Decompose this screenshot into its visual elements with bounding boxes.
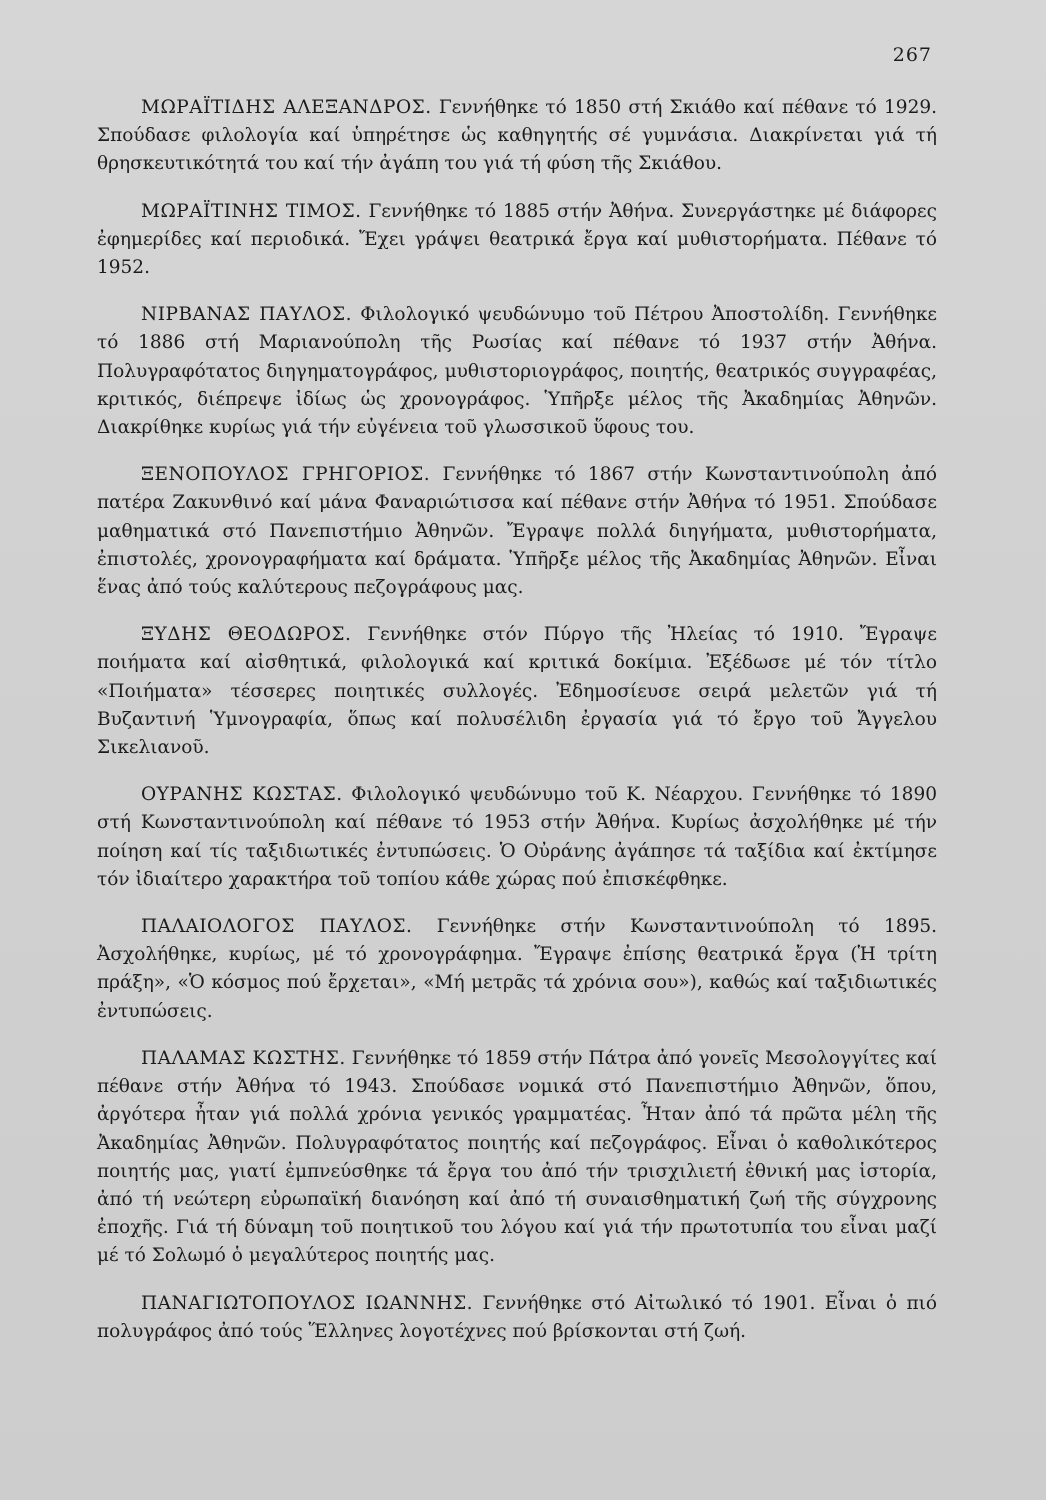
entry-text: Γεννήθηκε τό 1867 στήν Κωνσταντινούπολη ἀπό πατέρα Ζακυνθινό καί μάνα Φαναριώτισσα καί πέθανε στήν Ἀθήνα τό 1951. Σπούδασε μαθηματικά στό Πανεπιστήμιο Ἀθηνῶν. Ἔγραψε πολλά διηγήματα, μυθιστορήματα, ἐπιστολές, χρονογραφήματα καί δράματα. Ὑπῆρξε μέλος τῆς Ἀκαδημίας Ἀθηνῶν. Εἶναι ἕνας ἀπό τούς καλύτερους πεζογράφους μας. — [97, 464, 937, 599]
entry-name: ΜΩΡΑΪΤΙΝΗΣ ΤΙΜΟΣ. — [141, 200, 362, 222]
entry-name: ΠΑΛΑΙΟΛΟΓΟΣ ΠΑΥΛΟΣ. — [141, 916, 413, 938]
entry-text: Γεννήθηκε στό Αἰτωλικό τό 1901. Εἶναι ὁ πιό πολυγράφος ἀπό τούς Ἕλληνες λογοτέχνες πού βρίσκονται στή ζωή. — [97, 1292, 937, 1342]
entry-name: ΞΕΝΟΠΟΥΛΟΣ ΓΡΗΓΟΡΙΟΣ. — [141, 464, 431, 486]
biography-list — [97, 94, 937, 1365]
biography-entry — [97, 1045, 937, 1271]
entry-text: Γεννήθηκε τό 1859 στήν Πάτρα ἀπό γονεῖς Μεσολογγίτες καί πέθανε στήν Ἀθήνα τό 1943. Σπούδασε νομικά στό Πανεπιστήμιο Ἀθηνῶν, ὅπου, ἀργότερα ἦταν γιά πολλά χρόνια γενικός γραμματέας. Ἦταν ἀπό τά πρῶτα μέλη τῆς Ἀκαδημίας Ἀθηνῶν. Πολυγραφότατος ποιητής καί πεζογράφος. Εἶναι ὁ καθολικότερος ποιητής μας, γιατί ἐμπνεύσθηκε τά ἔργα του ἀπό τήν τρισχιλιετή ἐθνική μας ἱστορία, ἀπό τή νεώτερη εὐρωπαϊκή διανόηση καί ἀπό τή συναισθηματική ζωή τῆς σύγχρονης ἐποχῆς. Γιά τή δύναμη τοῦ ποιητικοῦ του λόγου καί γιά τήν πρωτοτυπία του εἶναι μαζί μέ τό Σολωμό ὁ μεγαλύτερος ποιητής μας. — [97, 1047, 937, 1267]
page-number: 267 — [892, 44, 932, 66]
entry-text: Φιλολογικό ψευδώνυμο τοῦ Πέτρου Ἀποστολίδη. Γεννήθηκε τό 1886 στή Μαριανούπολη τῆς Ρωσίας καί πέθανε τό 1937 στήν Ἀθήνα. Πολυγραφότατος διηγηματογράφος, μυθιστοριογράφος, ποιητής, θεατρικός συγγραφέας, κριτικός, διέπρεψε ἰδίως ὡς χρονογράφος. Ὑπῆρξε μέλος τῆς Ἀκαδημίας Ἀθηνῶν. Διακρίθηκε κυρίως γιά τήν εὐγένεια τοῦ γλωσσικοῦ ὕφους του. — [97, 304, 937, 439]
biography-entry — [97, 621, 937, 762]
entry-name: ΞΥΔΗΣ ΘΕΟΔΩΡΟΣ. — [141, 624, 352, 646]
entry-name: ΝΙΡΒΑΝΑΣ ΠΑΥΛΟΣ. — [141, 304, 352, 326]
biography-entry — [97, 301, 937, 442]
biography-entry — [97, 94, 937, 179]
biography-entry — [97, 913, 937, 1026]
entry-text: Γεννήθηκε τό 1885 στήν Ἀθήνα. Συνεργάστηκε μέ διάφορες ἐφημερίδες καί περιοδικά. Ἔχει γράψει θεατρικά ἔργα καί μυθιστορήματα. Πέθανε τό 1952. — [97, 200, 938, 279]
biography-entry — [97, 1290, 937, 1346]
entry-text: Γεννήθηκε στόν Πύργο τῆς Ἠλείας τό 1910. Ἔγραψε ποιήματα καί αἰσθητικά, φιλολογικά καί κριτικά δοκίμια. Ἐξέδωσε μέ τόν τίτλο «Ποιήματα» τέσσερες ποιητικές συλλογές. Ἐδημοσίευσε σειρά μελετῶν γιά τή Βυζαντινή Ὑμνογραφία, ὅπως καί πολυσέλιδη ἐργασία γιά τό ἔργο τοῦ Ἄγγελου Σικελιανοῦ. — [97, 624, 938, 759]
entry-name: ΠΑΝΑΓΙΩΤΟΠΟΥΛΟΣ ΙΩΑΝΝΗΣ. — [141, 1292, 474, 1314]
entry-text: Φιλολογικό ψευδώνυμο τοῦ Κ. Νέαρχου. Γεννήθηκε τό 1890 στή Κωνσταντινούπολη καί πέθανε τό 1953 στήν Ἀθήνα. Κυρίως ἀσχολήθηκε μέ τήν ποίηση καί τίς ταξιδιωτικές ἐντυπώσεις. Ὁ Οὐράνης ἀγάπησε τά ταξίδια καί ἐκτίμησε τόν ἰδιαίτερο χαρακτήρα τοῦ τοπίου κάθε χώρας πού ἐπισκέφθηκε. — [97, 784, 937, 890]
entry-text: Γεννήθηκε τό 1850 στή Σκιάθο καί πέθανε τό 1929. Σπούδασε φιλολογία καί ὑπηρέτησε ὡς καθηγητής σέ γυμνάσια. Διακρίνεται γιά τή θρησκευτικότητά του καί τήν ἀγάπη του γιά τή φύση τῆς Σκιάθου. — [97, 97, 937, 175]
entry-name: ΠΑΛΑΜΑΣ ΚΩΣΤΗΣ. — [141, 1047, 346, 1069]
biography-entry — [97, 198, 937, 283]
biography-entry — [97, 781, 937, 894]
entry-name: ΟΥΡΑΝΗΣ ΚΩΣΤΑΣ. — [141, 784, 343, 806]
entry-text: Γεννήθηκε στήν Κωνσταντινούπολη τό 1895. Ἀσχολήθηκε, κυρίως, μέ τό χρονογράφημα. Ἔγραψε ἐπίσης θεατρικά ἔργα (Ἡ τρίτη πράξη», «Ὁ κόσμος πού ἔρχεται», «Μή μετρᾶς τά χρόνια σου»), καθώς καί ταξιδιωτικές ἐντυπώσεις. — [97, 916, 937, 1022]
entry-name: ΜΩΡΑΪΤΙΔΗΣ ΑΛΕΞΑΝΔΡΟΣ. — [141, 97, 432, 118]
biography-entry — [97, 461, 937, 602]
